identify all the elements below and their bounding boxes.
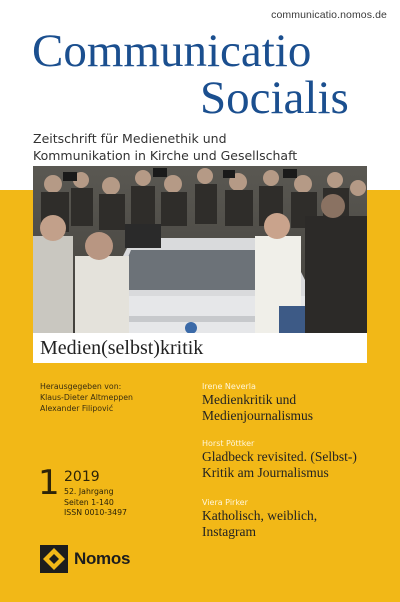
publisher-logo (40, 545, 130, 573)
article-title-line: Gladbeck revisited. (Selbst-) (202, 449, 357, 464)
article-title-line: Medienjournalismus (202, 407, 313, 423)
issue-number: 1 (38, 463, 60, 503)
editors-block (40, 381, 133, 414)
article-title-line: Kritik am Journalismus (202, 464, 329, 480)
article-author: Viera Pirker (202, 498, 248, 507)
article-entry (202, 381, 313, 423)
journal-subtitle (33, 130, 297, 164)
cover-theme-title: Medien(selbst)kritik (33, 333, 367, 363)
journal-title-line-2: Socialis (200, 72, 349, 124)
issue-issn: ISSN 0010-3497 (64, 508, 128, 517)
article-title-line: Katholisch, weiblich, (202, 508, 318, 523)
publisher-name: Nomos (74, 549, 131, 568)
subtitle-line-1: Zeitschrift für Medienethik und (33, 131, 227, 146)
article-entry (202, 438, 357, 480)
article-title-line: Medienkritik und (202, 392, 297, 407)
issue-year: 2019 (64, 469, 100, 485)
issue-meta (64, 487, 127, 519)
editor-name: Alexander Filipović (40, 404, 114, 413)
nomos-logo-icon (40, 545, 68, 573)
issue-volume: 52. Jahrgang (64, 487, 114, 496)
subtitle-line-2: Kommunikation in Kirche und Gesellschaft (33, 148, 298, 163)
editor-name: Klaus-Dieter Altmeppen (40, 393, 133, 402)
website-url[interactable]: communicatio.nomos.de (271, 9, 387, 21)
article-author: Horst Pöttker (202, 439, 255, 448)
editors-label: Herausgegeben von: (40, 382, 122, 391)
article-entry (202, 497, 317, 539)
article-author: Irene Neverla (202, 382, 256, 391)
issue-pages: Seiten 1-140 (64, 497, 114, 507)
journal-title-line-1: Communicatio (32, 25, 312, 77)
article-title-line: Instagram (202, 523, 256, 539)
